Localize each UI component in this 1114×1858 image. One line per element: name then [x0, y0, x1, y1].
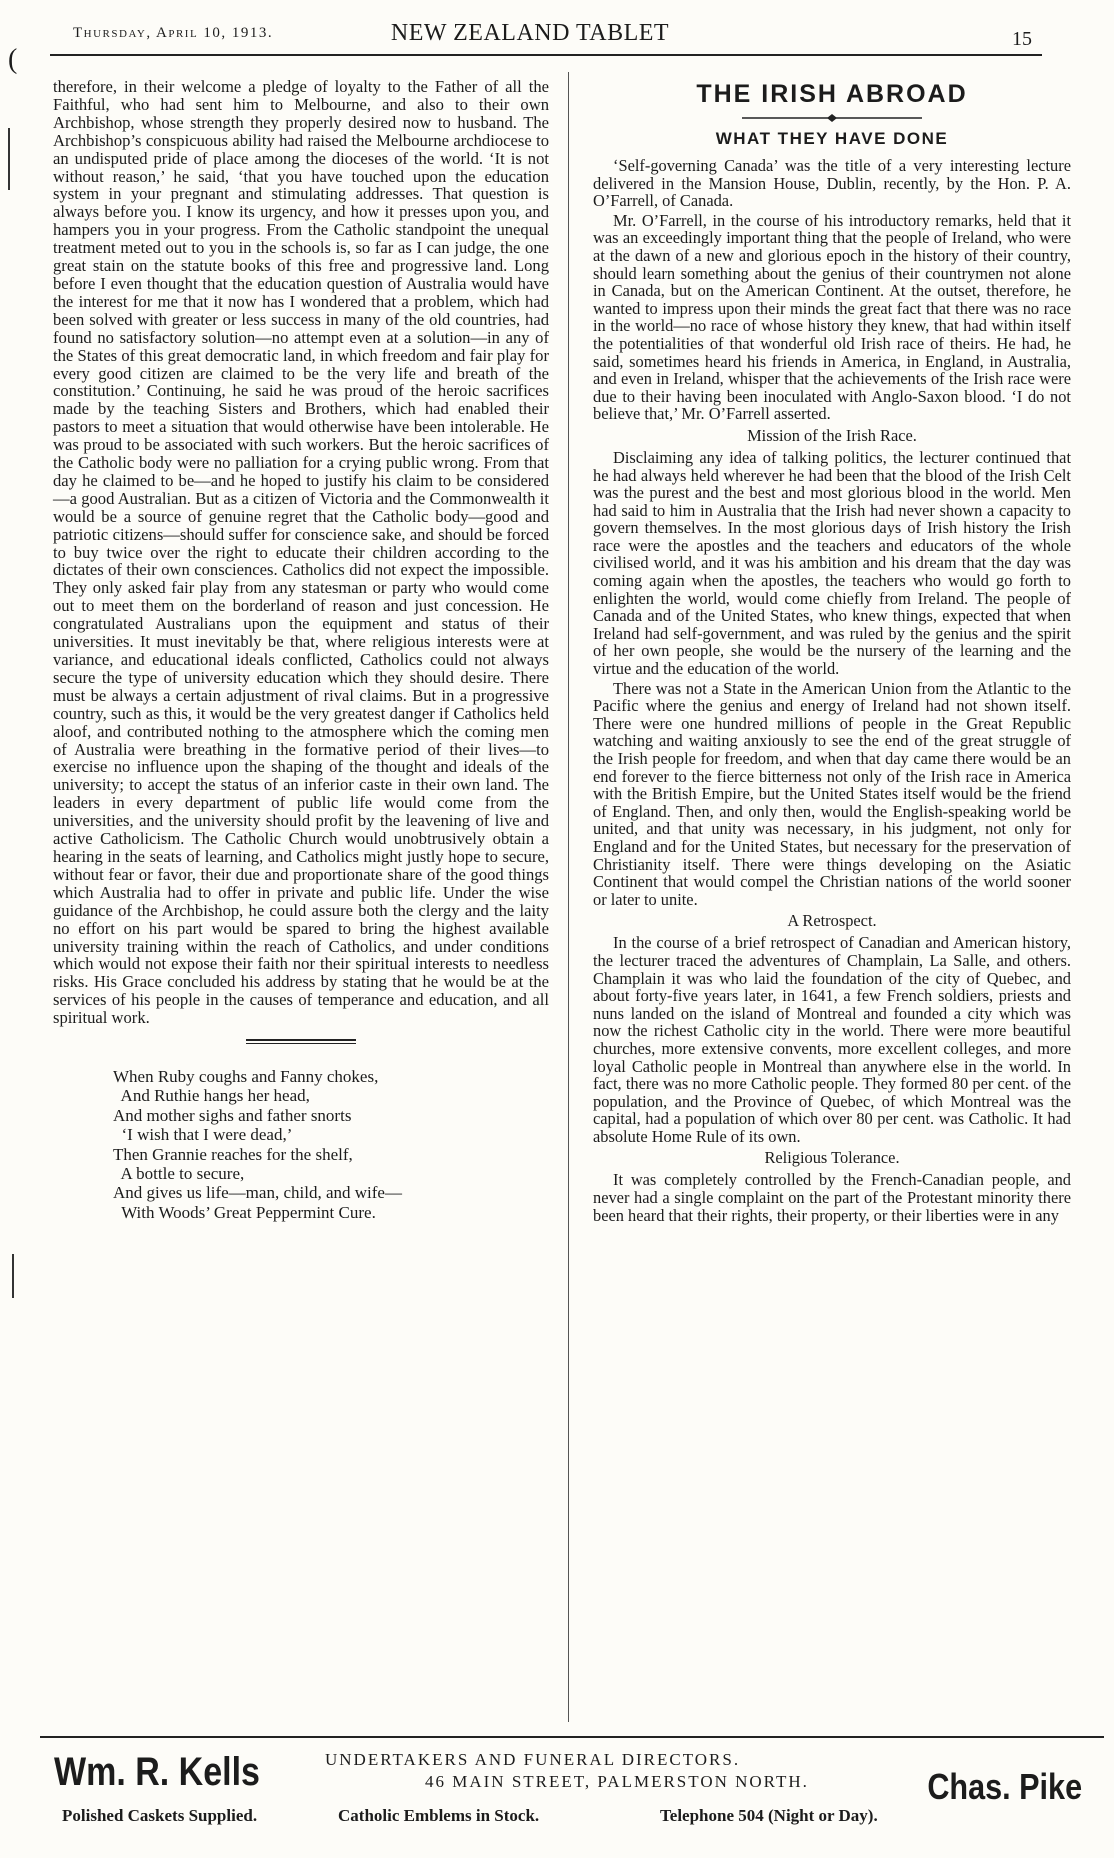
- article-paragraph: In the course of a brief retrospect of Canadian and American history, the lecturer traced the adventures of Champlain, La Salle, and others. Champlain it was who laid the foundation of the city of Quebec, and about forty-five years later, in 1641, a few French soldiers, priests and nuns landed on the island of Montreal and founded a city which was now the richest Catholic city in the world. There were more beautiful churches, more extensive convents, more excellent colleges, and more loyal Catholic people in Montreal than anywhere else in the world. In fact, there was no more Catholic people. They formed 80 per cent. of the population, and the Province of Quebec, of which Montreal was the capital, had a population of which over 80 per cent. was Catholic. It had absolute Home Rule of its own.: [593, 933, 1071, 1146]
- article-subtitle: WHAT THEY HAVE DONE: [715, 129, 949, 148]
- section-divider-rule: [246, 1039, 356, 1045]
- margin-mark-bar: [12, 1254, 14, 1298]
- article-paragraph: Disclaiming any idea of talking politics, the lecturer continued that he had always held wherever he had been that the blood of the Irish Celt was the purest and the best and most glorious blood in the world. Men had said to him in Australia that the Irish had never shown a capacity to govern themselves. In the most glorious days of Irish history the Irish race were the apostles and the teachers and educators of the whole civilised world, and it was his ambition and his dream that the day was coming again when the apostles, the teachers who would go forth to enlighten the world, would come chiefly from Ireland. The people of Canada and of the United States, who knew things, expected that when Ireland had self-government, and was ruled by the genius and the spirit of her own people, she would be the nursery of the learning and the virtue and the education of the world.: [593, 447, 1071, 679]
- article-paragraph: It was completely controlled by the French-Canadian people, and never had a single complaint on the part of the Protestant minority there been heard that their rights, their property, or their liberties were in any: [593, 1170, 1071, 1225]
- poem-line: And mother sighs and father snorts: [113, 1105, 352, 1125]
- advert-caskets: Polished Caskets Supplied.: [62, 1806, 258, 1825]
- poem-line: ‘I wish that I were dead,’: [113, 1125, 293, 1145]
- subheading-mission: Mission of the Irish Race.: [747, 425, 917, 445]
- left-column: [53, 78, 549, 1222]
- issue-date: Thursday, April 10, 1913.: [73, 25, 274, 41]
- poem-line: When Ruby coughs and Fanny chokes,: [113, 1067, 379, 1087]
- poem-line: Then Grannie reaches for the shelf,: [113, 1144, 353, 1164]
- advert-telephone: Telephone 504 (Night or Day).: [660, 1806, 878, 1825]
- page-number: 15: [1012, 28, 1032, 50]
- margin-bracket-mark: (: [8, 44, 18, 75]
- article-paragraph: ‘Self-governing Canada’ was the title of a very interesting lecture delivered in the Mansion House, Dublin, recently, by the Hon. P. A. O’Farrell, of Canada.: [593, 156, 1071, 211]
- header-rule: [50, 54, 1042, 56]
- poem-line: And gives us life—man, child, and wife—: [113, 1183, 402, 1203]
- undertakers-advertisement: [40, 1742, 1100, 1852]
- advertising-poem: [113, 1067, 549, 1222]
- margin-mark-bar: [8, 128, 10, 190]
- page-header: [8, 14, 1052, 75]
- subheading-tolerance: Religious Tolerance.: [764, 1148, 900, 1168]
- article-paragraph: therefore, in their welcome a pledge of loyalty to the Father of all the Faithful, who had sent him to Melbourne, and also to their own Archbishop, whose strength they properly desired now to husband. The Archbishop’s conspicuous ability had raised the Melbourne archdiocese to an undisputed pride of place among the dioceses of the world. ‘It is not without reason,’ he said, ‘that you have touched upon the education system in your pregnant and stimulating addresses. That question is always before you. I know its urgency, and how it presses upon you, and hampers you in your progress. From the Catholic standpoint the unequal treatment meted out to you in the schools is, so far as I can judge, the one great stain on the statute books of this free and progressive land. Long before I even thought that the education question of Australia would have the interest for me that it now has I wondered that a problem, which had been solved with greater or less success in many of the old countries, had found no satisfactory solution—no attempt even at a solution—in any of the States of this great democratic land, in which freedom and fair play for every good citizen are claimed to be the very life and breath of the constitution.’ Continuing, he said he was proud of the heroic sacrifices made by the teaching Sisters and Brothers, which had enabled their pastors to meet a situation that would otherwise have been intolerable. He was proud to be associated with such workers. But the heroic sacrifices of the Catholic body were no palliation for a crying public wrong. From that day he claimed to be—and he hoped to justify his claim to be considered—a good Australian. But as a citizen of Victoria and the Commonwealth it would be a source of genuine regret that the Catholic body—good and patriotic citizens—should suffer for conscience sake, and should be forced to buy twice over the right to educate their children according to the dictates of their own consciences. Catholics did not expect the impossible. They only asked fair play from any statesman or party who would come out to meet them on the borderland of reason and just concession. He congratulated Australians upon the equipment and status of their universities. It must inevitably be that, where religious interests were at variance, and educational ideals conflicted, Catholics could not always secure the type of university education which they should desire. There must be always a certain adjustment of rival claims. But in a progressive country, such as this, it would be the very greatest danger if Catholics held aloof, and contributed nothing to the atmosphere which the coming men of Australia were breathing in the formative period of their lives—to exercise no influence upon the shaping of the thought and ideals of the university; to accept the status of an inferior caste in their own land. The leaders in every department of public life would come from the universities, and the university should profit by the leavening of live and active Catholicism. The Catholic Church would unobtrusively obtain a hearing in the seats of learning, and Catholics might justly hope to secure, without fear or favor, their due and proportionate share of the good things which Australia had to offer in private and public life. Under the wise guidance of the Archbishop, he could assure both the clergy and the laity no effort on his part would be spared to bring the highest available university training within the reach of Catholics, and under conditions which would not expose their faith nor their spiritual interests to needless risks. His Grace concluded his address by stating that he would be at the services of his people in the causes of temperance and education, and all spiritual work.: [53, 77, 549, 1028]
- article-paragraph: Mr. O’Farrell, in the course of his introductory remarks, held that it was an exceedingly important thing that the people of Ireland, who were at the dawn of a new and glorious epoch in the history of their country, should learn something about the genius of their countrymen not alone in Canada, but on the American Continent. At the outset, therefore, he wanted to impress upon their minds the great fact that there was no race in the world—no race of whose history they knew, that had within itself the potentialities of that wonderful old Irish race of theirs. He had, he said, sometimes heard his friends in America, in England, in Australia, and even in Ireland, whisper that the achievements of the Irish race were due to their having been inoculated with Anglo-Saxon blood. ‘I do not believe that,’ Mr. O’Farrell asserted.: [593, 210, 1071, 424]
- poem-line: And Ruthie hangs her head,: [113, 1086, 310, 1106]
- title-diamond-rule: [742, 113, 922, 123]
- poem-line: With Woods’ Great Peppermint Cure.: [113, 1202, 376, 1222]
- advert-business-line: UNDERTAKERS AND FUNERAL DIRECTORS.: [325, 1750, 741, 1769]
- masthead-title: NEW ZEALAND TABLET: [390, 20, 670, 46]
- article-title: THE IRISH ABROAD: [696, 80, 968, 108]
- advert-top-rule: [40, 1736, 1104, 1738]
- poem-line: A bottle to secure,: [113, 1164, 245, 1184]
- advert-emblems: Catholic Emblems in Stock.: [338, 1806, 540, 1825]
- advert-name-right: Chas. Pike: [927, 1766, 1082, 1807]
- right-column: [593, 78, 1071, 1226]
- advert-address-line: 46 MAIN STREET, PALMERSTON NORTH.: [425, 1772, 809, 1791]
- article-paragraph: There was not a State in the American Union from the Atlantic to the Pacific where the genius and energy of Ireland had not shown itself. There were one hundred millions of people in the Great Republic watching and waiting anxiously to see the end of the great struggle of the Irish people for freedom, and when that day came there would be an end forever to the fierce bitterness not only of the Irish race in America with the British Empire, but the United States itself would be the friend of England. Then, and only then, would the English-speaking world be united, and that unity was necessary, in his judgment, not only for England and for the United States, but necessary for the preservation of Christianity itself. There were things developing on the Asiatic Continent that would compel the Christian nations of the world sooner or later to unite.: [593, 678, 1071, 909]
- advert-name-left: Wm. R. Kells: [54, 1750, 260, 1794]
- subheading-retrospect: A Retrospect.: [787, 911, 877, 931]
- column-divider: [568, 72, 569, 1722]
